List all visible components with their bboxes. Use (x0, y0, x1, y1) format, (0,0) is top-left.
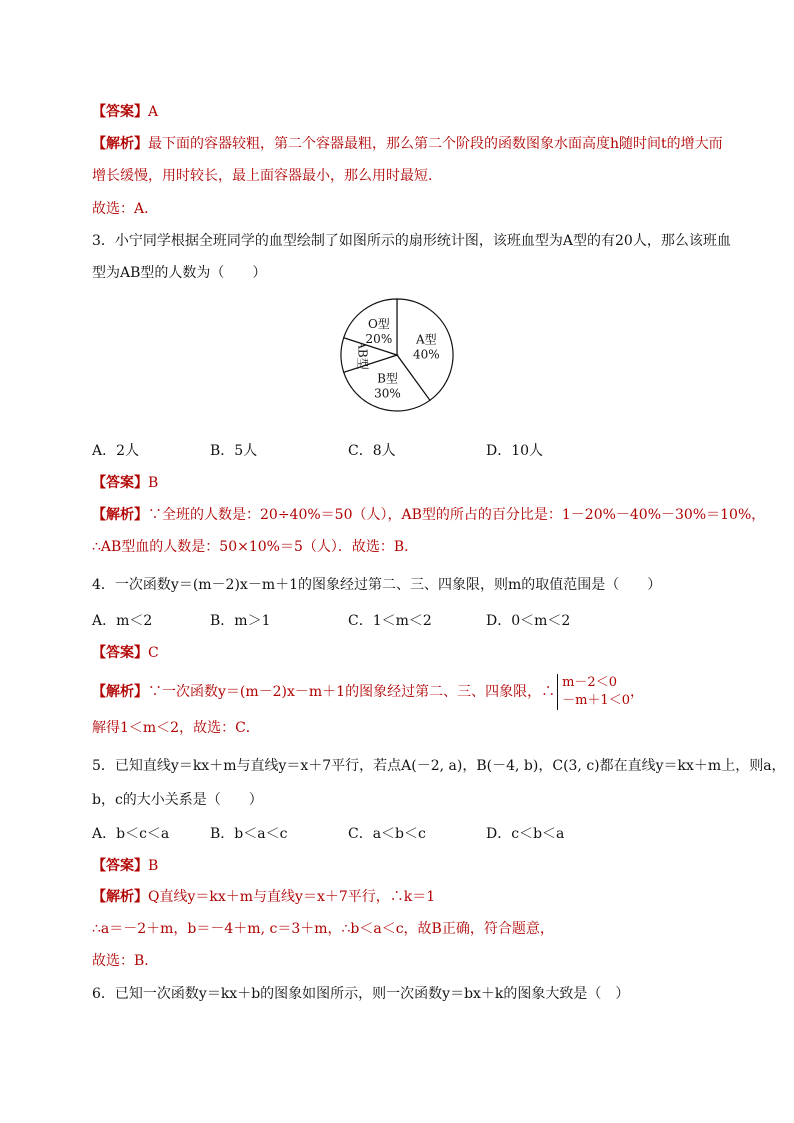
pie-label-1 (374, 370, 401, 400)
blood-type-pie-chart (332, 296, 462, 414)
pie-label-0 (413, 331, 440, 361)
q3-option-d[interactable]: D．10人 (486, 443, 544, 459)
q4-option-d[interactable]: D．0＜m＜2 (486, 613, 571, 629)
answer-tag: 【答案】 (92, 104, 148, 120)
case-suffix: ， (629, 684, 644, 700)
q4-option-b[interactable]: B．m＞1 (210, 613, 271, 629)
q2-analysis-line2: 增长缓慢，用时较长，最上面容器最小，那么用时最短． (92, 168, 442, 184)
pie-label-pct: 20% (365, 332, 393, 347)
q5-answer-line (92, 856, 158, 876)
q4-solve: 解得1＜m＜2，故选：C． (92, 720, 260, 736)
pie-label-text: B型 (377, 371, 398, 386)
q2-choose: 故选：A． (92, 201, 159, 217)
inequality-system (557, 674, 630, 710)
q5-stem-line2: b，c的大小关系是（ ） (92, 792, 263, 808)
q5-stem-line1: 5．已知直线y＝kx＋m与直线y＝x＋7平行，若点A(－2, a)，B(－4, b)，C(3, c)都在直线y＝kx＋m上，则a， (92, 758, 786, 774)
q4-option-c[interactable]: C．1＜m＜2 (348, 613, 432, 629)
analysis-tag: 【解析】 (92, 507, 148, 523)
q4-analysis-line (92, 672, 644, 712)
q5-option-a[interactable]: A．b＜c＜a (92, 826, 170, 842)
analysis-text: ∵一次函数y＝(m－2)x－m＋1的图象经过第二、三、四象限，∴ (148, 684, 556, 700)
pie-label-pct: 40% (412, 347, 440, 362)
q3-option-c[interactable]: C．8人 (348, 443, 396, 459)
q4-option-a[interactable]: A．m＜2 (92, 613, 153, 629)
q3-option-b[interactable]: B．5人 (210, 443, 258, 459)
q3-analysis-line2: ∴AB型血的人数是：50×10%＝5（人）．故选：B． (92, 539, 419, 555)
pie-label-text: A型 (415, 332, 437, 347)
analysis-text: 最下面的容器较粗，第二个容器最粗，那么第二个阶段的函数图象水面高度h随时间t的增大而 (148, 136, 723, 152)
pie-label-pct: 30% (374, 386, 401, 401)
pie-svg (332, 296, 462, 414)
pie-label-text: AB型 (355, 340, 370, 370)
answer-value: B (148, 475, 159, 491)
analysis-tag: 【解析】 (92, 136, 148, 152)
q6-stem: 6．已知一次函数y＝kx＋b的图象如图所示，则一次函数y＝bx＋k的图象大致是（ ） (92, 986, 630, 1002)
inequality-1: m－2＜0 (562, 675, 617, 690)
q5-option-d[interactable]: D．c＜b＜a (486, 826, 565, 842)
q2-answer-line (92, 102, 158, 122)
q3-stem-line2: 型为AB型的人数为（ ） (92, 265, 267, 281)
q5-option-c[interactable]: C．a＜b＜c (348, 826, 426, 842)
q5-analysis-line2: ∴a＝－2＋m，b＝－4＋m, c＝3＋m，∴b＜a＜c，故B正确，符合题意， (92, 921, 554, 937)
q3-analysis-line1 (92, 505, 765, 525)
q5-analysis-line1 (92, 887, 435, 907)
answer-tag: 【答案】 (92, 645, 148, 661)
q5-option-b[interactable]: B．b＜a＜c (210, 826, 288, 842)
q4-answer-line (92, 643, 159, 663)
answer-tag: 【答案】 (92, 858, 148, 874)
q3-option-a[interactable]: A．2人 (92, 443, 140, 459)
analysis-tag: 【解析】 (92, 684, 148, 700)
pie-label-3 (366, 316, 393, 346)
q3-answer-line (92, 473, 158, 493)
q5-choose: 故选：B． (92, 953, 159, 969)
answer-value: B (148, 858, 159, 874)
q3-stem-line1: 3．小宁同学根据全班同学的血型绘制了如图所示的扇形统计图，该班血型为A型的有20人，那么该班血 (92, 233, 731, 249)
pie-label-text: O型 (367, 317, 390, 332)
analysis-text: ∵全班的人数是：20÷40%＝50（人），AB型的所占的百分比是：1－20%－40%－30%＝10%， (148, 507, 766, 523)
q4-stem: 4．一次函数y＝(m－2)x－m＋1的图象经过第二、三、四象限，则m的取值范围是（ ） (92, 577, 662, 593)
inequality-2: －m＋1＜0 (562, 693, 630, 708)
answer-value: A (148, 104, 159, 120)
answer-value: C (148, 645, 159, 661)
answer-tag: 【答案】 (92, 475, 148, 491)
analysis-tag: 【解析】 (92, 889, 148, 905)
q2-analysis-line1 (92, 134, 723, 154)
analysis-text: Q直线y＝kx＋m与直线y＝x＋7平行，∴k＝1 (148, 889, 436, 905)
